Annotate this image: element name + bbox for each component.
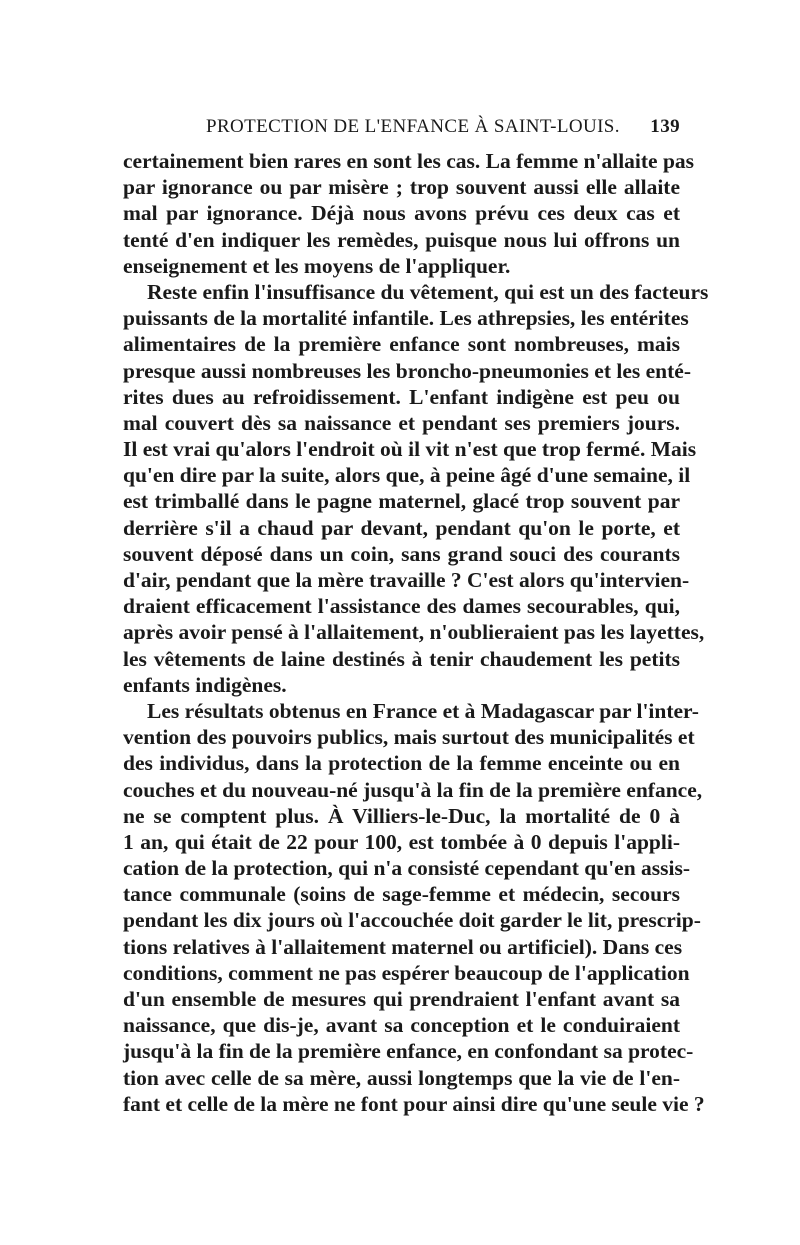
text-line: enseignement et les moyens de l'appliquer. [123, 253, 511, 278]
text-line: alimentaires de la première enfance sont nombreuses, mais [123, 332, 680, 357]
paragraph [123, 148, 695, 279]
text-line: tenté d'en indiquer les remèdes, puisque nous lui offrons un [123, 227, 680, 252]
paragraph [123, 279, 709, 698]
text-line: par ignorance ou par misère ; trop souvent aussi elle allaite [123, 175, 680, 200]
text-line: tance communale (soins de sage-femme et médecin, secours [123, 882, 680, 907]
text-line: vention des pouvoirs publics, mais surtout des municipalités et [123, 725, 695, 750]
text-line: souvent déposé dans un coin, sans grand souci des courants [123, 541, 680, 566]
text-line: tion avec celle de sa mère, aussi longtemps que la vie de l'en- [123, 1065, 680, 1090]
text-line: Il est vrai qu'alors l'endroit où il vit n'est que trop fermé. Mais [123, 437, 697, 462]
text-line: les vêtements de laine destinés à tenir chaudement les petits [123, 646, 680, 671]
text-line: mal par ignorance. Déjà nous avons prévu ces deux cas et [123, 201, 680, 226]
text-line: Reste enfin l'insuffisance du vêtement, qui est un des facteurs [147, 279, 709, 304]
text-line: 1 an, qui était de 22 pour 100, est tombée à 0 depuis l'appli- [123, 829, 680, 854]
text-line: mal couvert dès sa naissance et pendant ses premiers jours. [123, 410, 680, 435]
page-number: 139 [650, 116, 680, 137]
text-line: couches et du nouveau-né jusqu'à la fin de la première enfance, [123, 777, 703, 802]
text-line: certainement bien rares en sont les cas. La femme n'allaite pas [123, 149, 695, 173]
text-line: jusqu'à la fin de la première enfance, en confondant sa protec- [123, 1039, 694, 1064]
text-line: après avoir pensé à l'allaitement, n'oublieraient pas les layettes, [123, 620, 705, 645]
text-line: d'un ensemble de mesures qui prendraient l'enfant avant sa [123, 987, 680, 1011]
running-head [120, 112, 680, 140]
text-line: est trimballé dans le pagne maternel, glacé trop souvent par [123, 489, 680, 514]
text-line: ne se comptent plus. À Villiers-le-Duc, la mortalité de 0 à [123, 803, 680, 828]
text-line: tions relatives à l'allaitement maternel ou artificiel). Dans ces [123, 934, 683, 959]
paragraph [123, 698, 705, 1117]
text-line: enfants indigènes. [123, 672, 287, 697]
text-line: pendant les dix jours où l'accouchée doit garder le lit, prescrip- [123, 908, 701, 933]
text-line: rites dues au refroidissement. L'enfant indigène est peu ou [123, 384, 680, 409]
text-line: cation de la protection, qui n'a consisté cependant qu'en assis- [123, 856, 691, 881]
text-line: draient efficacement l'assistance des dames secourables, qui, [123, 594, 680, 619]
text-line: des individus, dans la protection de la femme enceinte ou en [123, 751, 680, 776]
text-line: naissance, que dis-je, avant sa conception et le conduiraient [123, 1013, 680, 1038]
text-line: qu'en dire par la suite, alors que, à peine âgé d'une semaine, il [123, 463, 691, 488]
text-line: conditions, comment ne pas espérer beaucoup de l'application [123, 960, 690, 985]
body-text [123, 148, 709, 1117]
text-line: puissants de la mortalité infantile. Les athrepsies, les entérites [123, 306, 689, 331]
text-line: presque aussi nombreuses les broncho-pneumonies et les enté- [123, 358, 691, 383]
running-title: PROTECTION DE L'ENFANCE À SAINT-LOUIS. [206, 116, 620, 137]
text-line: derrière s'il a chaud par devant, pendant qu'on le porte, et [123, 515, 680, 540]
text-line: d'air, pendant que la mère travaille ? C'est alors qu'intervien- [123, 568, 690, 592]
text-line: fant et celle de la mère ne font pour ainsi dire qu'une seule vie ? [123, 1091, 705, 1116]
text-line: Les résultats obtenus en France et à Madagascar par l'inter- [147, 698, 699, 723]
